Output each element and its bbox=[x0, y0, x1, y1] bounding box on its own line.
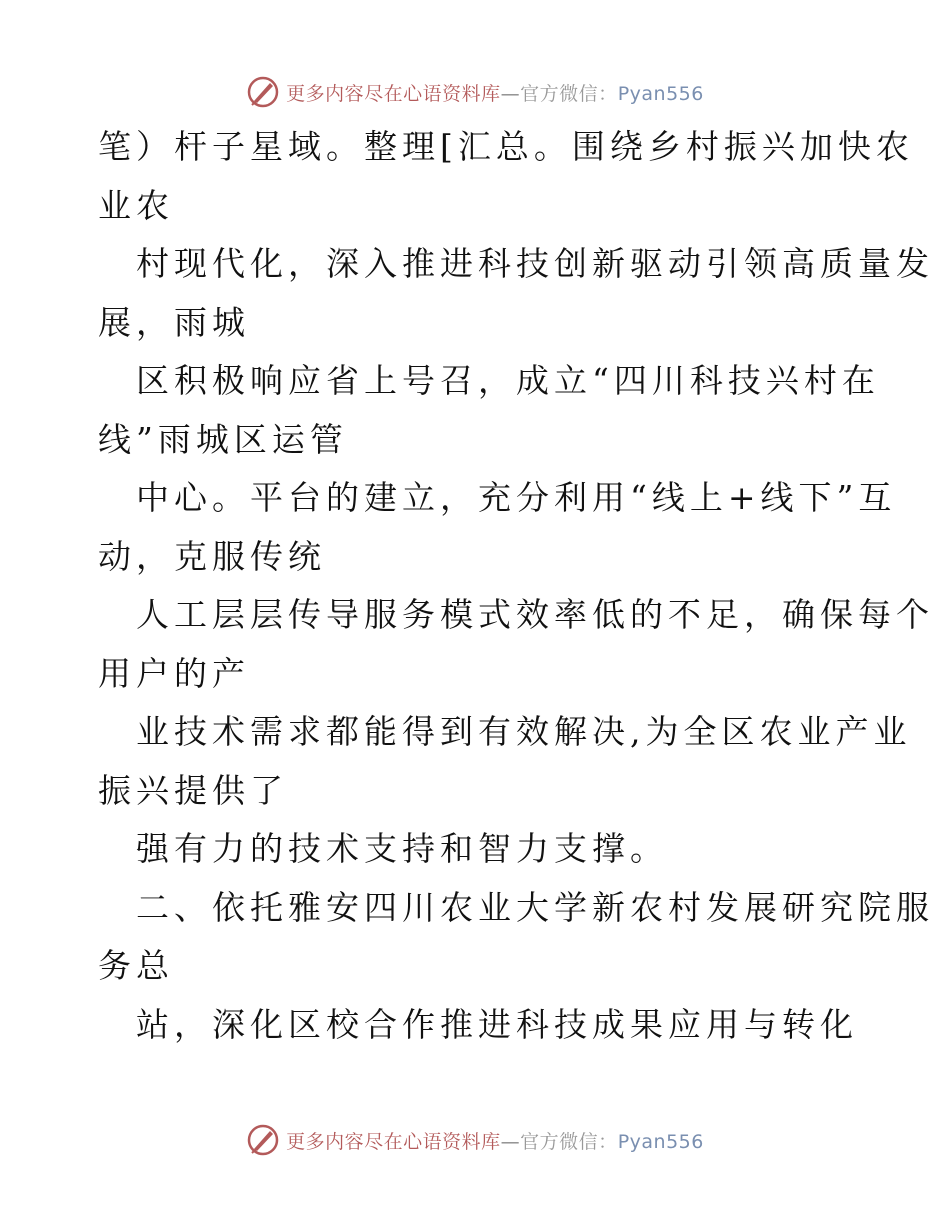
header-banner-text bbox=[286, 79, 704, 106]
text-line: 站，深化区校合作推进科技成果应用与转化 bbox=[136, 1004, 858, 1044]
text-line-continuation: 线”雨城区运管 bbox=[98, 419, 348, 459]
text-paragraph bbox=[98, 352, 880, 469]
text-line: 强有力的技术支持和智力支撑。 bbox=[136, 829, 668, 868]
text-line: 村现代化，深入推进科技创新驱动引领高质量发 bbox=[136, 244, 934, 283]
text-paragraph bbox=[98, 703, 912, 820]
text-line-continuation: 用户的产 bbox=[98, 653, 250, 693]
text-line: 区积极响应省上号召，成立“四川科技兴村在 bbox=[136, 361, 880, 400]
text-paragraph bbox=[98, 879, 934, 996]
text-paragraph bbox=[98, 118, 914, 235]
text-line: 人工层层传导服务模式效率低的不足，确保每个 bbox=[136, 595, 934, 634]
text-paragraph bbox=[98, 996, 858, 1055]
text-paragraph bbox=[98, 235, 934, 352]
text-line: 笔）杆子星域。整理[汇总。围绕乡村振兴加快农 bbox=[98, 127, 914, 166]
text-line-continuation: 务总 bbox=[98, 946, 174, 985]
footer-banner bbox=[0, 1118, 950, 1162]
header-site-name: 更多内容尽在心语资料库 bbox=[286, 82, 501, 105]
text-line-continuation: 业农 bbox=[98, 185, 174, 225]
text-line-continuation: 振兴提供了 bbox=[98, 770, 288, 810]
header-separator: — bbox=[500, 82, 521, 105]
text-paragraph bbox=[98, 820, 858, 879]
footer-banner-text bbox=[286, 1127, 704, 1154]
footer-wechat-id: Pyan556 bbox=[617, 1130, 704, 1153]
header-wechat-label: 官方微信： bbox=[520, 82, 618, 105]
footer-wechat-label: 官方微信： bbox=[520, 1130, 618, 1153]
text-line: 中心。平台的建立，充分利用“线上+线下”互 bbox=[136, 478, 897, 517]
footer-separator: — bbox=[500, 1130, 521, 1153]
text-line-continuation: 动，克服传统 bbox=[98, 536, 326, 576]
quill-seal-icon bbox=[246, 75, 280, 109]
document-body bbox=[98, 118, 934, 1054]
header-banner bbox=[0, 70, 950, 114]
text-line: 二、依托雅安四川农业大学新农村发展研究院服 bbox=[136, 887, 934, 927]
text-paragraph bbox=[98, 586, 934, 703]
footer-site-name: 更多内容尽在心语资料库 bbox=[286, 1130, 501, 1153]
header-wechat-id: Pyan556 bbox=[617, 82, 704, 105]
quill-seal-icon bbox=[246, 1123, 280, 1157]
text-line: 业技术需求都能得到有效解决,为全区农业产业 bbox=[136, 712, 912, 751]
text-paragraph bbox=[98, 469, 897, 586]
text-line-continuation: 展，雨城 bbox=[98, 302, 250, 342]
